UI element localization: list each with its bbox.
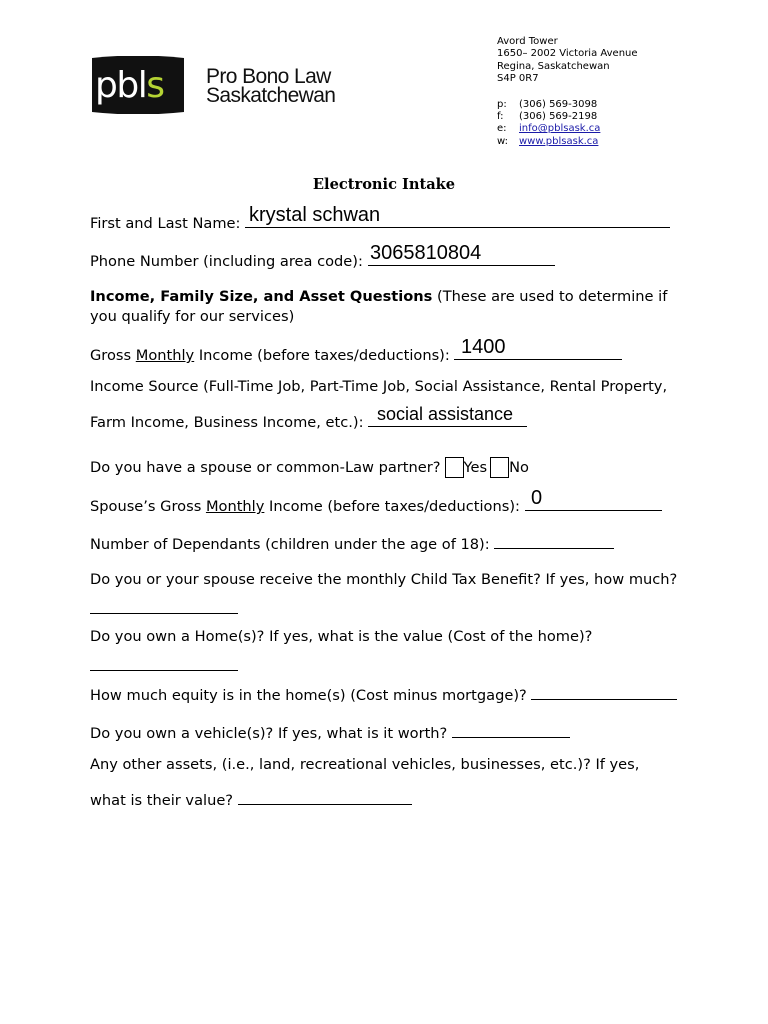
spouse-income-field[interactable] [525,495,662,511]
form-title: Electronic Intake [312,176,456,193]
dependants-field[interactable] [494,533,614,549]
pbls-logo [90,56,186,114]
spouse-income-pre: Spouse’s Gross [90,498,206,515]
spouse-income-question [90,495,662,515]
address-line: Avord Tower [497,36,558,47]
org-name-line2: Saskatchewan [206,84,336,107]
equity-field[interactable] [531,684,677,700]
email-key: e: [497,123,507,135]
web-key: w: [497,135,509,147]
name-answer: krystal schwan [249,204,381,226]
phone-key: p: [497,98,507,110]
income-heading-note: (These are used to determine if [432,288,668,305]
home-label: Do you own a Home(s)? If yes, what is the value (Cost of the home)? [90,628,593,645]
ctb-field[interactable] [90,598,238,614]
fax-value: (306) 569-2198 [519,111,598,123]
assets-question [90,789,412,809]
income-heading-note2: you qualify for our services) [90,308,295,325]
spouse-income-answer: 0 [531,487,543,509]
equity-label: How much equity is in the home(s) (Cost minus mortgage)? [90,687,527,704]
phone-question [90,250,555,270]
spouse-question [90,457,529,478]
gross-label-pre: Gross [90,347,136,364]
spouse-yes-label: Yes [463,459,488,476]
assets-field[interactable] [238,789,412,805]
address-line: S4P 0R7 [497,73,539,85]
income-source-answer: social assistance [377,404,514,424]
gross-label-monthly: Monthly [135,347,195,364]
name-label: First and Last Name: [90,215,241,232]
fax-key: f: [497,111,504,123]
income-source-label-line1: Income Source (Full-Time Job, Part-Time Job, Social Assistance, Rental Property, [90,378,668,395]
spouse-income-post: Income (before taxes/deductions): [264,498,520,515]
email-link[interactable]: info@pblsask.ca [519,123,601,135]
address-line: Regina, Saskatchewan [497,60,610,72]
home-value-field[interactable] [90,655,238,671]
website-link[interactable]: www.pblsask.ca [519,135,599,147]
org-name-line1: Pro Bono Law [206,65,331,88]
spouse-label: Do you have a spouse or common-Law partner? [90,459,441,476]
gross-income-answer: 1400 [461,336,506,358]
dependants-label: Number of Dependants (children under the age of 18): [90,536,490,553]
phone-value: (306) 569-3098 [519,98,598,110]
income-source-label-line2: Farm Income, Business Income, etc.): [90,414,364,431]
equity-question [90,684,677,704]
income-heading [90,288,667,305]
svg-text:pbls: pbls [95,65,164,106]
vehicle-question [90,722,570,742]
gross-label-post: Income (before taxes/deductions): [194,347,450,364]
spouse-yes-checkbox[interactable] [445,457,464,478]
dependants-question [90,533,614,553]
income-heading-bold: Income, Family Size, and Asset Questions [90,288,433,305]
address-line: 1650– 2002 Victoria Avenue [497,48,638,60]
contact-block [497,36,638,148]
phone-label: Phone Number (including area code): [90,253,363,270]
ctb-label: Do you or your spouse receive the monthly Child Tax Benefit? If yes, how much? [90,571,678,588]
vehicle-field[interactable] [452,722,570,738]
gross-income-question [90,344,622,364]
spouse-no-checkbox[interactable] [490,457,509,478]
phone-answer: 3065810804 [370,242,482,264]
vehicle-label: Do you own a vehicle(s)? If yes, what is it worth? [90,725,448,742]
assets-label-line1: Any other assets, (i.e., land, recreational vehicles, businesses, etc.)? If yes, [90,756,640,773]
assets-label-line2: what is their value? [90,792,234,809]
spouse-no-label: No [509,459,529,476]
spouse-income-monthly: Monthly [205,498,265,515]
